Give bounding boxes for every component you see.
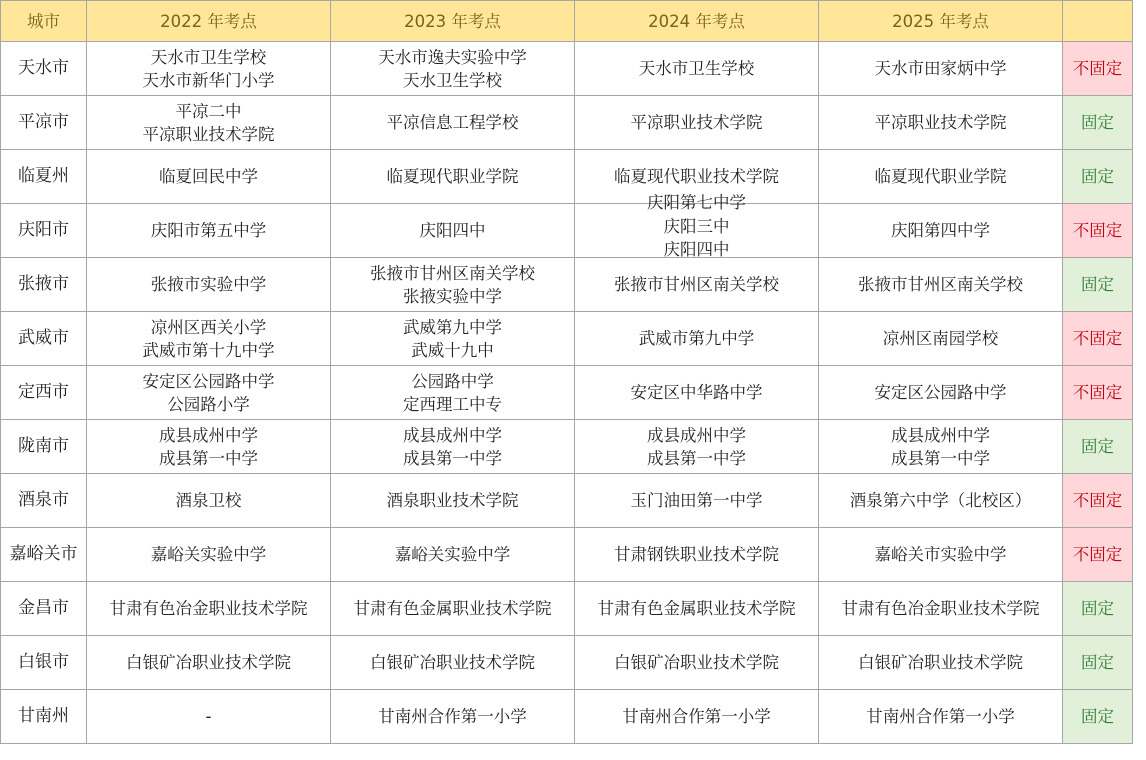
city-cell[interactable]: 酒泉市: [1, 474, 87, 528]
header-row: [1, 1, 1133, 42]
site-name: 庆阳第四中学: [891, 221, 990, 240]
site-name: 天水市卫生学校: [150, 47, 267, 67]
city-cell[interactable]: 张掖市: [1, 258, 87, 312]
exam-site-cell-2022[interactable]: [87, 366, 331, 420]
site-name: 甘肃钢铁职业技术学院: [614, 545, 779, 564]
site-name: 甘南州合作第一小学: [378, 707, 527, 726]
site-name: 白银矿冶职业技术学院: [370, 653, 535, 672]
exam-site-cell-2023[interactable]: [331, 150, 575, 204]
site-name: 武威市第九中学: [638, 329, 755, 348]
city-cell[interactable]: 陇南市: [1, 420, 87, 474]
header-city[interactable]: 城市: [1, 1, 87, 42]
site-name: 武威第九中学: [403, 317, 502, 337]
site-name: 临夏回民中学: [159, 167, 258, 186]
site-name: 平凉二中: [175, 101, 242, 121]
exam-site-cell-2023[interactable]: [331, 312, 575, 366]
header-2025[interactable]: 2025 年考点: [819, 1, 1063, 42]
table-row: [1, 636, 1133, 690]
status-cell[interactable]: 固定: [1063, 690, 1133, 744]
exam-site-cell-2023[interactable]: [331, 690, 575, 744]
exam-site-cell-2024[interactable]: [575, 193, 819, 260]
exam-site-cell-2023[interactable]: [331, 528, 575, 582]
exam-site-cell-2023[interactable]: [331, 366, 575, 420]
exam-site-cell-2022[interactable]: [87, 582, 331, 636]
exam-site-cell-2025[interactable]: [819, 690, 1063, 744]
exam-site-cell-2022[interactable]: [87, 474, 331, 528]
site-name: 天水市卫生学校: [638, 59, 755, 78]
status-cell[interactable]: 不固定: [1063, 204, 1133, 258]
site-name: 定西理工中专: [403, 394, 502, 414]
site-name: 白银矿冶职业技术学院: [614, 653, 779, 672]
exam-site-cell-2023[interactable]: [331, 42, 575, 96]
site-name: 玉门油田第一中学: [630, 491, 763, 510]
table-row: [1, 528, 1133, 582]
site-name: 安定区公园路中学: [142, 371, 275, 391]
sheet-bottom-edge: [0, 746, 1146, 760]
site-name: 成县成州中学: [647, 425, 746, 445]
status-cell[interactable]: 固定: [1063, 96, 1133, 150]
city-cell[interactable]: 庆阳市: [1, 204, 87, 258]
exam-site-cell-2024[interactable]: [575, 366, 819, 420]
exam-site-cell-2023[interactable]: [331, 636, 575, 690]
exam-site-cell-2023[interactable]: [331, 474, 575, 528]
exam-site-cell-2024[interactable]: [575, 258, 819, 312]
site-name: 临夏现代职业学院: [874, 167, 1007, 186]
site-name: 临夏现代职业技术学院: [614, 167, 779, 186]
exam-site-cell-2025[interactable]: [819, 258, 1063, 312]
site-name: 甘南州合作第一小学: [622, 707, 771, 726]
site-name: 酒泉职业技术学院: [386, 491, 519, 510]
site-name: 武威十九中: [411, 340, 494, 360]
exam-site-cell-2023[interactable]: [331, 204, 575, 258]
exam-site-cell-2022[interactable]: [87, 258, 331, 312]
site-name: 天水市新华门小学: [142, 70, 275, 90]
exam-site-cell-2024[interactable]: [575, 636, 819, 690]
status-cell[interactable]: 固定: [1063, 582, 1133, 636]
site-name: 凉州区西关小学: [150, 317, 267, 337]
status-cell[interactable]: 不固定: [1063, 366, 1133, 420]
exam-site-cell-2023[interactable]: [331, 258, 575, 312]
city-cell[interactable]: 平凉市: [1, 96, 87, 150]
exam-site-cell-2024[interactable]: [575, 96, 819, 150]
exam-site-cell-2022[interactable]: [87, 96, 331, 150]
exam-site-cell-2025[interactable]: [819, 42, 1063, 96]
exam-site-cell-2024[interactable]: [575, 420, 819, 474]
site-name: 张掖市甘州区南关学校: [370, 263, 535, 283]
exam-site-cell-2025[interactable]: [819, 204, 1063, 258]
city-cell[interactable]: 金昌市: [1, 582, 87, 636]
table-row: [1, 42, 1133, 96]
exam-site-cell-2024[interactable]: [575, 474, 819, 528]
site-name: 张掖实验中学: [403, 286, 502, 306]
site-name: 成县第一中学: [159, 448, 258, 468]
site-name: 安定区中华路中学: [630, 383, 763, 402]
site-name: 甘肃有色冶金职业技术学院: [109, 599, 308, 618]
exam-site-cell-2025[interactable]: [819, 366, 1063, 420]
site-name: 成县成州中学: [891, 425, 990, 445]
site-name: 庆阳三中: [663, 216, 730, 236]
city-cell[interactable]: 武威市: [1, 312, 87, 366]
site-name: 成县成州中学: [403, 425, 502, 445]
exam-site-cell-2022[interactable]: [87, 420, 331, 474]
exam-site-cell-2025[interactable]: [819, 312, 1063, 366]
site-name: 庆阳市第五中学: [150, 221, 267, 240]
exam-site-cell-2022[interactable]: [87, 636, 331, 690]
table-row: [1, 690, 1133, 744]
site-name: 庆阳第七中学: [647, 193, 746, 213]
exam-site-cell-2023[interactable]: [331, 420, 575, 474]
site-name: 成县成州中学: [159, 425, 258, 445]
exam-site-cell-2025[interactable]: [819, 150, 1063, 204]
site-name: 天水市田家炳中学: [874, 59, 1007, 78]
site-name: 武威市第十九中学: [142, 340, 275, 360]
city-cell[interactable]: 嘉峪关市: [1, 528, 87, 582]
site-name: 张掖市实验中学: [150, 275, 267, 294]
site-name: 平凉职业技术学院: [630, 113, 763, 132]
site-name: 公园路中学: [411, 371, 494, 391]
exam-site-cell-2025[interactable]: [819, 528, 1063, 582]
site-name: 张掖市甘州区南关学校: [614, 275, 779, 294]
site-name: 庆阳四中: [663, 240, 730, 260]
city-cell[interactable]: 天水市: [1, 42, 87, 96]
site-name: 平凉信息工程学校: [386, 113, 519, 132]
exam-site-cell-2022[interactable]: [87, 42, 331, 96]
exam-site-cell-2024[interactable]: [575, 312, 819, 366]
status-cell[interactable]: 固定: [1063, 636, 1133, 690]
site-name: 酒泉卫校: [175, 491, 242, 510]
site-name: 成县第一中学: [891, 448, 990, 468]
site-name: 张掖市甘州区南关学校: [858, 275, 1023, 294]
exam-site-cell-2024[interactable]: [575, 42, 819, 96]
status-cell[interactable]: 固定: [1063, 258, 1133, 312]
site-name: 甘肃有色金属职业技术学院: [353, 599, 552, 618]
status-cell[interactable]: 不固定: [1063, 474, 1133, 528]
exam-site-cell-2022[interactable]: [87, 150, 331, 204]
table-row: [1, 258, 1133, 312]
exam-site-cell-2022[interactable]: [87, 312, 331, 366]
city-cell[interactable]: 定西市: [1, 366, 87, 420]
site-name: 酒泉第六中学（北校区）: [849, 491, 1032, 510]
site-name: 天水卫生学校: [403, 70, 502, 90]
exam-site-cell-2025[interactable]: [819, 582, 1063, 636]
table-row: [1, 312, 1133, 366]
site-name: 庆阳四中: [419, 221, 486, 240]
header-2023[interactable]: 2023 年考点: [331, 1, 575, 42]
site-name: 成县第一中学: [403, 448, 502, 468]
table-row: [1, 474, 1133, 528]
status-cell[interactable]: 不固定: [1063, 312, 1133, 366]
site-name: 白银矿冶职业技术学院: [858, 653, 1023, 672]
site-name: 甘肃有色冶金职业技术学院: [841, 599, 1040, 618]
site-name: 嘉峪关实验中学: [150, 545, 267, 564]
table-row: [1, 420, 1133, 474]
site-name: 嘉峪关市实验中学: [874, 545, 1007, 564]
table-row: [1, 150, 1133, 204]
site-name: 公园路小学: [167, 394, 250, 414]
exam-site-cell-2024[interactable]: [575, 690, 819, 744]
exam-site-cell-2025[interactable]: [819, 474, 1063, 528]
table-row: [1, 204, 1133, 258]
site-name: 成县第一中学: [647, 448, 746, 468]
exam-site-cell-2025[interactable]: [819, 636, 1063, 690]
exam-site-cell-2023[interactable]: [331, 582, 575, 636]
site-name: 凉州区南园学校: [882, 329, 999, 348]
site-name: 平凉职业技术学院: [874, 113, 1007, 132]
exam-site-cell-2024[interactable]: [575, 582, 819, 636]
header-2022[interactable]: 2022 年考点: [87, 1, 331, 42]
exam-site-cell-2025[interactable]: [819, 420, 1063, 474]
exam-site-cell-2025[interactable]: [819, 96, 1063, 150]
exam-site-cell-2022[interactable]: [87, 528, 331, 582]
site-name: 安定区公园路中学: [874, 383, 1007, 402]
site-name: 甘南州合作第一小学: [866, 707, 1015, 726]
city-cell[interactable]: 白银市: [1, 636, 87, 690]
site-name: 甘肃有色金属职业技术学院: [597, 599, 796, 618]
site-name: 天水市逸夫实验中学: [378, 47, 527, 67]
status-cell[interactable]: 不固定: [1063, 42, 1133, 96]
site-name: -: [205, 707, 212, 726]
site-name: 平凉职业技术学院: [142, 124, 275, 144]
exam-site-cell-2024[interactable]: [575, 528, 819, 582]
status-cell[interactable]: 不固定: [1063, 528, 1133, 582]
header-status[interactable]: [1063, 1, 1133, 42]
header-2024[interactable]: 2024 年考点: [575, 1, 819, 42]
exam-site-cell-2022[interactable]: [87, 204, 331, 258]
table-row: [1, 96, 1133, 150]
status-cell[interactable]: 固定: [1063, 420, 1133, 474]
city-cell[interactable]: 临夏州: [1, 150, 87, 204]
exam-site-cell-2023[interactable]: [331, 96, 575, 150]
table-row: [1, 582, 1133, 636]
exam-site-cell-2022[interactable]: [87, 690, 331, 744]
site-name: 白银矿冶职业技术学院: [126, 653, 291, 672]
table-body: [1, 42, 1133, 744]
site-name: 临夏现代职业学院: [386, 167, 519, 186]
site-name: 嘉峪关实验中学: [394, 545, 511, 564]
table-row: [1, 366, 1133, 420]
city-cell[interactable]: 甘南州: [1, 690, 87, 744]
status-cell[interactable]: 固定: [1063, 150, 1133, 204]
